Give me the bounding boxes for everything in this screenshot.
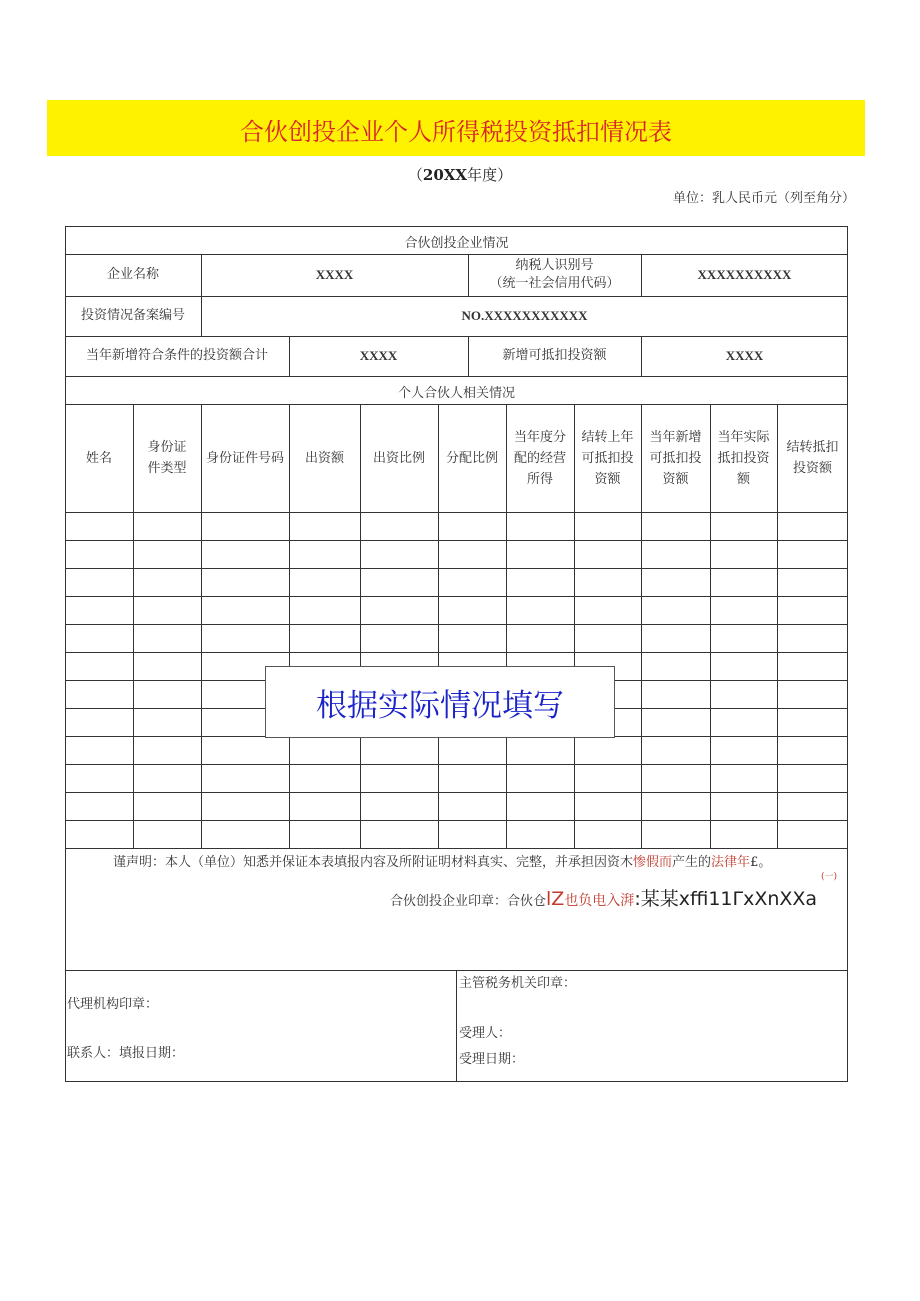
- receiver-label: 受理人：: [459, 1026, 512, 1041]
- record-number-value: NO.XXXXXXXXXXX: [461, 308, 588, 323]
- unit-note: 单位：乳人民币元（列至角分）: [673, 191, 856, 206]
- rule: [456, 970, 457, 1082]
- rule: [65, 764, 848, 765]
- section-title-partners: 个人合伙人相关情况: [397, 386, 515, 401]
- form-title: 合伙创投企业个人所得税投资抵扣情况表: [240, 118, 672, 146]
- new-investment-value: XXXX: [359, 348, 398, 363]
- new-deductible-value: XXXX: [725, 348, 764, 363]
- column-header: 出资比例: [372, 450, 425, 466]
- column-header: 当年度分 配的经营 所得: [513, 429, 566, 487]
- column-header: 姓名: [85, 450, 112, 466]
- year-line: （20XX年度）: [407, 166, 513, 184]
- rule: [65, 792, 848, 793]
- new-investment-label: 当年新增符合条件的投资额合计: [85, 348, 268, 363]
- taxid-value: XXXXXXXXXX: [697, 267, 792, 282]
- rule: [65, 652, 848, 653]
- agent-stamp-label: 代理机构印章：: [67, 997, 159, 1012]
- tax-office-stamp-label: 主管税务机关印章：: [459, 976, 577, 991]
- rule: [65, 540, 848, 541]
- company-name-label: 企业名称: [106, 267, 159, 282]
- rule: [65, 848, 848, 849]
- taxid-label: 纳税人识别号 （统一社会信用代码）: [489, 258, 620, 291]
- column-header: 身份证 件类型: [147, 440, 187, 476]
- column-header: 当年实际 抵扣投资 额: [717, 429, 770, 487]
- rule: [65, 820, 848, 821]
- fill-in-note: 根据实际情况填写: [265, 666, 615, 738]
- column-header: 分配比例: [445, 450, 498, 466]
- column-header: 身份证件号码: [205, 450, 284, 466]
- rule: [65, 512, 848, 513]
- column-header: 当年新增 可抵扣投 资额: [649, 429, 702, 487]
- rule: [65, 568, 848, 569]
- contact-date-label: 联系人：填报日期：: [67, 1046, 185, 1061]
- column-header: 出资额: [304, 450, 344, 466]
- new-deductible-label: 新增可抵扣投资额: [502, 348, 607, 363]
- receive-date-label: 受理日期：: [459, 1052, 525, 1067]
- section-title-company: 合伙创投企业情况: [404, 236, 509, 251]
- footnote-mark: (一): [821, 872, 838, 882]
- partnership-stamp-line: 合伙创投企业印章：合伙仓lZ也负电入湃:某某xffi11ΓxXnXXa: [390, 888, 818, 910]
- rule: [65, 624, 848, 625]
- year-value: 20XX: [422, 166, 468, 184]
- column-header: 结转抵扣 投资额: [786, 440, 839, 476]
- record-number-label: 投资情况备案编号: [80, 308, 185, 323]
- rule: [65, 596, 848, 597]
- declaration: 谨声明：本人（单位）知悉并保证本表填报内容及所附证明材料真实、完整，并承担因资木惨假而产生的法律年£。: [113, 855, 772, 870]
- title-banner: [47, 100, 865, 156]
- column-header: 结转上年 可抵扣投 资额: [581, 429, 634, 487]
- company-name-value: XXXX: [315, 267, 354, 282]
